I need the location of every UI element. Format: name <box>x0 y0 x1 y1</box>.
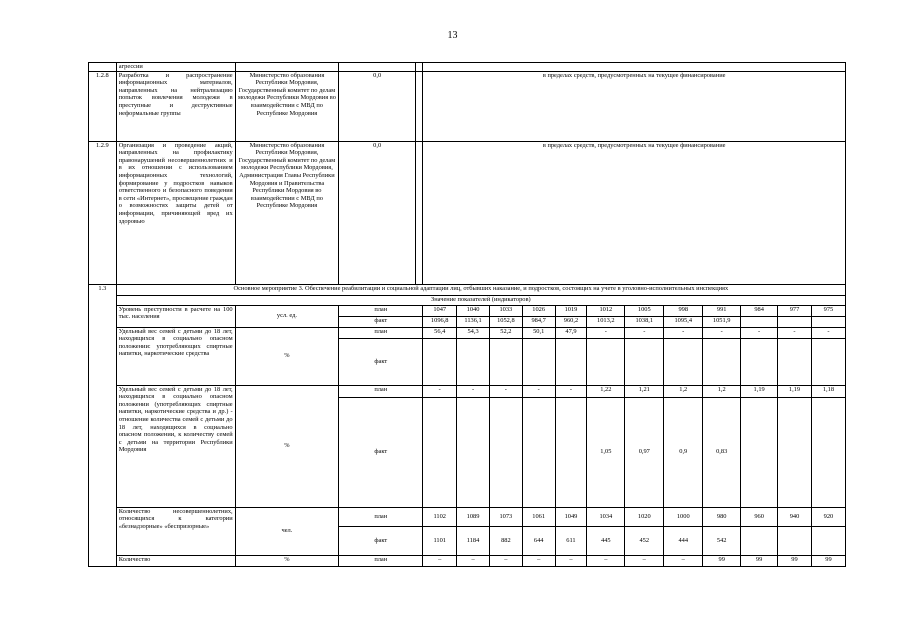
value-cell: – <box>664 555 703 566</box>
row-number: 1.2.8 <box>89 71 117 141</box>
plan-label: план <box>339 385 423 397</box>
value-cell <box>625 338 664 385</box>
value-cell <box>741 526 778 555</box>
program-table <box>88 62 846 567</box>
value-cell: 977 <box>778 305 812 316</box>
indicator-plan-row <box>89 385 846 397</box>
page-number: 13 <box>447 30 458 41</box>
value-cell: – <box>625 555 664 566</box>
value-cell: 50,1 <box>522 327 555 338</box>
value-cell: 1049 <box>555 507 587 526</box>
value-cell <box>811 338 845 385</box>
value-cell: 1013,2 <box>587 316 625 327</box>
value-cell: 1005 <box>625 305 664 316</box>
value-cell: 960,2 <box>555 316 587 327</box>
value-cell: 1047 <box>423 305 457 316</box>
row-funding: в пределах средств, предусмотренных на текущее финансирование <box>423 141 846 284</box>
indicator-name: Уровень преступности в расчете на 100 тыс. населения <box>116 305 235 327</box>
value-cell: 980 <box>703 507 741 526</box>
value-cell: 644 <box>522 526 555 555</box>
value-cell: 984 <box>741 305 778 316</box>
value-cell: 1096,8 <box>423 316 457 327</box>
indicator-plan-row <box>89 507 846 526</box>
value-cell: - <box>587 327 625 338</box>
value-cell: 1026 <box>522 305 555 316</box>
value-cell: 960 <box>741 507 778 526</box>
table-row <box>89 141 846 284</box>
value-cell <box>811 526 845 555</box>
section-number: 1.3 <box>89 284 117 566</box>
value-cell: 940 <box>778 507 812 526</box>
indicator-name: Удельный вес семей с детьми до 18 лет, находящихся в социально опасном положении (употребляющих спиртные напитки, наркотические средства и др.) - отношение количества семей с детьми до 18 лет, находящихся в социально опасном положении, к количеству семей с детьми на территории Республики Мордовия <box>116 385 235 507</box>
value-cell: - <box>811 327 845 338</box>
value-cell: 1051,9 <box>703 316 741 327</box>
value-cell <box>741 397 778 507</box>
value-cell: - <box>423 385 457 397</box>
row-funding: в пределах средств, предусмотренных на текущее финансирование <box>423 71 846 141</box>
row-title: Разработка и распространение информационных материалов, направленных на нейтрализацию попыток вовлечения молодежи в преступные и деструктивные неформальные группы <box>116 71 235 141</box>
value-cell <box>489 397 522 507</box>
value-cell: 1,2 <box>664 385 703 397</box>
value-cell <box>522 397 555 507</box>
row-title-cell: агрессии <box>116 63 235 72</box>
value-cell: - <box>522 385 555 397</box>
value-cell <box>489 338 522 385</box>
indicator-plan-row <box>89 555 846 566</box>
spacer-cell <box>416 71 423 141</box>
value-cell: 56,4 <box>423 327 457 338</box>
value-cell: 991 <box>703 305 741 316</box>
value-cell: - <box>625 327 664 338</box>
value-cell: 1089 <box>457 507 490 526</box>
value-cell: 1034 <box>587 507 625 526</box>
indicator-plan-row <box>89 327 846 338</box>
value-cell: - <box>741 327 778 338</box>
value-cell: 1019 <box>555 305 587 316</box>
value-cell: 1033 <box>489 305 522 316</box>
value-cell: 99 <box>741 555 778 566</box>
value-cell: 975 <box>811 305 845 316</box>
value-cell: 1102 <box>423 507 457 526</box>
value-cell <box>522 338 555 385</box>
value-cell: 1,22 <box>587 385 625 397</box>
value-cell: - <box>489 385 522 397</box>
value-cell: 1020 <box>625 507 664 526</box>
value-cell <box>555 338 587 385</box>
value-cell: 1040 <box>457 305 490 316</box>
value-cell: 99 <box>811 555 845 566</box>
indicator-unit: чел. <box>235 507 339 555</box>
value-cell: – <box>555 555 587 566</box>
indicator-name: Удельный вес семей с детьми до 18 лет, находящихся в социально опасном положении: употребляющих спиртные напитки, наркотические средства <box>116 327 235 385</box>
value-cell <box>555 397 587 507</box>
value-cell: - <box>555 385 587 397</box>
indicator-plan-row <box>89 305 846 316</box>
row-executor: Министерство образования Республики Мордовия, Государственный комитет по делам молодежи Республики Мордовия, Администрация Главы Республики Мордовия и Правительства Республики Мордовия во взаимодействии с МВД по Республике Мордовия <box>235 141 339 284</box>
row-title: Организация и проведение акций, направленных на профилактику правонарушений несовершеннолетних и в их отношении с использованием информационных технологий, формирование у подростков навыков ответственного и безопасного поведения в сети «Интернет», просвещение граждан о возможностях защиты детей от информации, причиняющей вред их здоровью <box>116 141 235 284</box>
funding-cell <box>423 63 846 72</box>
value-cell: 99 <box>703 555 741 566</box>
value-cell: – <box>489 555 522 566</box>
value-cell <box>741 316 778 327</box>
value-cell: 542 <box>703 526 741 555</box>
fact-label: факт <box>339 526 423 555</box>
section-title: Основное мероприятие 3. Обеспечение реабилитации и социальной адаптации лиц, отбывших наказание, и подростков, состоящих на учете в уголовно-исполнительных инспекциях <box>116 284 845 295</box>
value-cell: 1000 <box>664 507 703 526</box>
row-executor: Министерство образования Республики Мордовия, Государственный комитет по делам молодежи Республики Мордовия во взаимодействии с МВД по Республике Мордовия <box>235 71 339 141</box>
value-cell: 920 <box>811 507 845 526</box>
indicator-unit: усл. ед. <box>235 305 339 327</box>
fact-label: факт <box>339 338 423 385</box>
value-cell: 47,9 <box>555 327 587 338</box>
fact-label: факт <box>339 397 423 507</box>
indicator-name: Количество <box>116 555 235 566</box>
value-cell <box>703 338 741 385</box>
value-cell <box>457 397 490 507</box>
value-cell: - <box>457 385 490 397</box>
value-cell: 452 <box>625 526 664 555</box>
value-cell <box>811 316 845 327</box>
value-cell: 984,7 <box>522 316 555 327</box>
table-row <box>89 63 846 72</box>
value-cell <box>664 338 703 385</box>
value-cell: – <box>522 555 555 566</box>
value-cell <box>339 63 416 72</box>
value-cell <box>423 397 457 507</box>
value-cell: 1,19 <box>778 385 812 397</box>
value-cell: 1012 <box>587 305 625 316</box>
value-cell: 52,2 <box>489 327 522 338</box>
plan-label: план <box>339 327 423 338</box>
value-cell: 445 <box>587 526 625 555</box>
value-cell: 1,18 <box>811 385 845 397</box>
value-cell: 1136,1 <box>457 316 490 327</box>
value-cell: 1,19 <box>741 385 778 397</box>
section-row <box>89 284 846 295</box>
value-cell: 0,9 <box>664 397 703 507</box>
indicator-unit: % <box>235 327 339 385</box>
value-cell: 1073 <box>489 507 522 526</box>
value-cell: 998 <box>664 305 703 316</box>
value-cell: - <box>664 327 703 338</box>
value-cell: 1,2 <box>703 385 741 397</box>
value-cell: – <box>423 555 457 566</box>
row-number-cell <box>89 63 117 72</box>
value-cell: 54,3 <box>457 327 490 338</box>
value-cell: 1095,4 <box>664 316 703 327</box>
value-cell <box>457 338 490 385</box>
value-cell <box>778 397 812 507</box>
row-number: 1.2.9 <box>89 141 117 284</box>
row-value: 0,0 <box>339 141 416 284</box>
value-cell: 1,05 <box>587 397 625 507</box>
value-cell <box>778 338 812 385</box>
value-cell <box>778 316 812 327</box>
value-cell <box>778 526 812 555</box>
value-cell: 1061 <box>522 507 555 526</box>
value-cell: 99 <box>778 555 812 566</box>
row-value: 0,0 <box>339 71 416 141</box>
spacer-cell <box>416 141 423 284</box>
indicator-unit: % <box>235 555 339 566</box>
spacer-cell <box>416 63 423 72</box>
indicators-header-row <box>89 295 846 305</box>
value-cell: 1184 <box>457 526 490 555</box>
value-cell: 444 <box>664 526 703 555</box>
value-cell <box>811 397 845 507</box>
value-cell: 1,21 <box>625 385 664 397</box>
value-cell: – <box>587 555 625 566</box>
plan-label: план <box>339 555 423 566</box>
plan-label: план <box>339 507 423 526</box>
executor-cell <box>235 63 339 72</box>
indicator-name: Количество несовершеннолетних, относящихся к категории «безнадзорные» «беспризорные» <box>116 507 235 555</box>
plan-label: план <box>339 305 423 316</box>
value-cell: 1038,1 <box>625 316 664 327</box>
indicators-header: Значение показателей (индикаторов) <box>116 295 845 305</box>
value-cell: 882 <box>489 526 522 555</box>
value-cell <box>587 338 625 385</box>
value-cell: 1101 <box>423 526 457 555</box>
value-cell: - <box>778 327 812 338</box>
value-cell <box>741 338 778 385</box>
value-cell: 0,97 <box>625 397 664 507</box>
value-cell: 611 <box>555 526 587 555</box>
indicator-unit: % <box>235 385 339 507</box>
fact-label: факт <box>339 316 423 327</box>
table-row <box>89 71 846 141</box>
value-cell: – <box>457 555 490 566</box>
value-cell <box>423 338 457 385</box>
value-cell: 1052,8 <box>489 316 522 327</box>
value-cell: - <box>703 327 741 338</box>
value-cell: 0,83 <box>703 397 741 507</box>
